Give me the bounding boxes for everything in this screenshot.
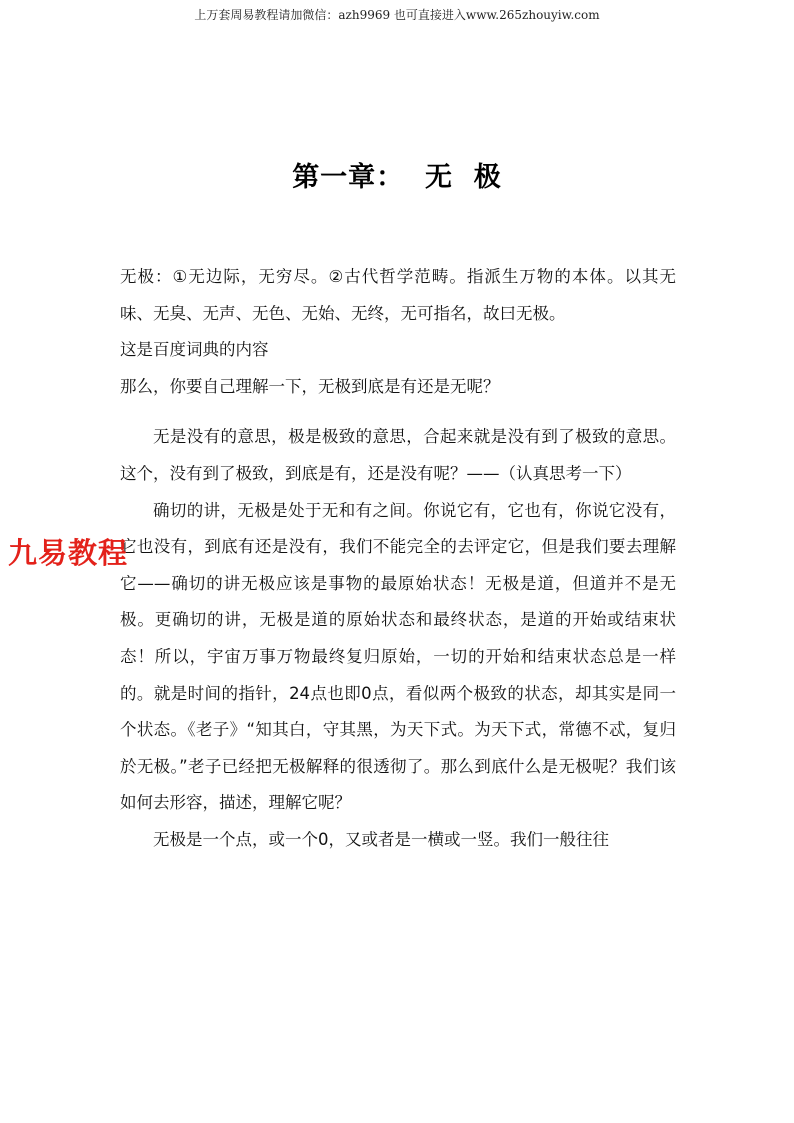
document-body bbox=[120, 259, 676, 859]
body-paragraph: 确切的讲，无极是处于无和有之间。你说它有，它也有，你说它没有，它也没有，到底有还是没有，我们不能完全的去评定它，但是我们要去理解它——确切的讲无极应该是事物的最原始状态！无极是道，但道并不是无极。更确切的讲，无极是道的原始状态和最终状态，是道的开始或结束状态！所以，宇宙万事万物最终复归原始，一切的开始和结束状态总是一样的。就是时间的指针，24点也即0点，看似两个极致的状态，却其实是同一个状态。《老子》“知其白，守其黑，为天下式。为天下式，常德不忒，复归於无极。”老子已经把无极解释的很透彻了。那么到底什么是无极呢？我们该如何去形容，描述，理解它呢？ bbox=[120, 500, 676, 813]
body-paragraph: 无是没有的意思，极是极致的意思，合起来就是没有到了极致的意思。这个，没有到了极致，到底是有，还是没有呢？——（认真思考一下） bbox=[120, 427, 676, 483]
body-paragraph: 无极是一个点，或一个0，又或者是一横或一竖。我们一般往往 bbox=[153, 829, 609, 849]
chapter-title: 第一章： 无 极 bbox=[292, 162, 502, 193]
header-note: 上万套周易教程请加微信：azh9969 也可直接进入www.265zhouyiw.com bbox=[194, 8, 600, 22]
definition-paragraph: 无极：①无边际，无穷尽。②古代哲学范畴。指派生万物的本体。以其无味、无臭、无声、无色、无始、无终，无可指名，故曰无极。 bbox=[120, 267, 676, 323]
question-line: 那么，你要自己理解一下，无极到底是有还是无呢？ bbox=[120, 376, 500, 396]
watermark-logo: 九易教程 bbox=[8, 536, 129, 570]
paragraph-gap bbox=[120, 405, 676, 419]
source-line: 这是百度词典的内容 bbox=[120, 340, 269, 360]
